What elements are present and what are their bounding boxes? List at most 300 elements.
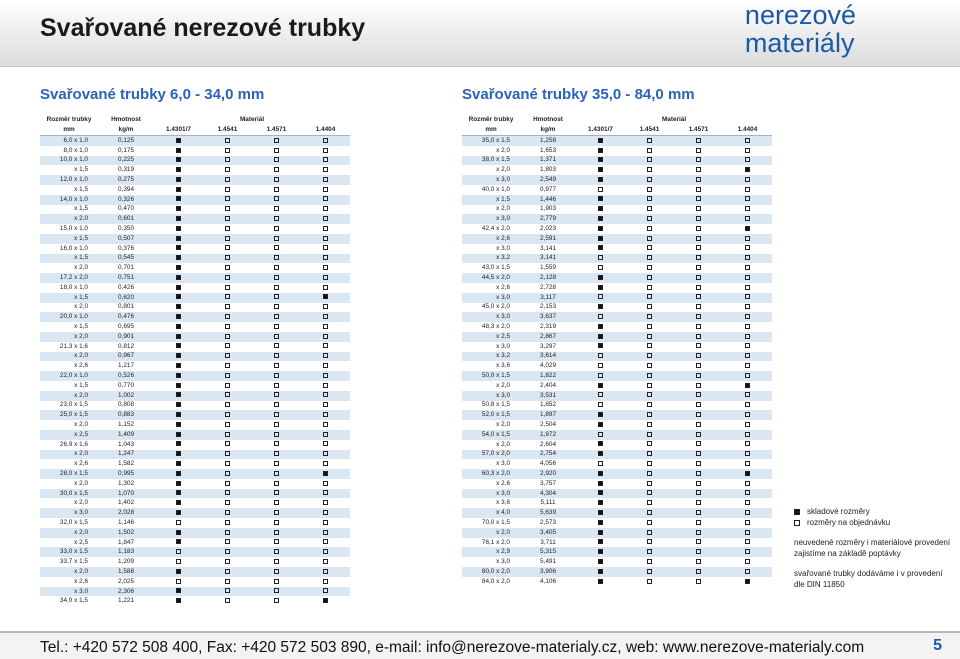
- availability-cell: [674, 273, 723, 283]
- availability-cell: [252, 469, 301, 479]
- tube-size: x 3,2: [462, 352, 520, 362]
- availability-cell: [576, 136, 625, 146]
- tube-weight: 0,977: [520, 185, 576, 195]
- empty-square-icon: [225, 392, 230, 397]
- availability-cell: [576, 557, 625, 567]
- availability-cell: [576, 567, 625, 577]
- table-row: [40, 596, 350, 606]
- tube-size: 54,0 x 1,5: [462, 430, 520, 440]
- tube-size: x 3,0: [462, 312, 520, 322]
- empty-square-icon: [323, 157, 328, 162]
- empty-square-icon: [274, 490, 279, 495]
- availability-cell: [674, 508, 723, 518]
- empty-square-icon: [647, 549, 652, 554]
- tube-size: x 3,0: [462, 175, 520, 185]
- table-row: [40, 303, 350, 313]
- tube-weight: 0,751: [98, 273, 154, 283]
- table-row: [462, 469, 772, 479]
- empty-square-icon: [696, 530, 701, 535]
- table-row: [40, 410, 350, 420]
- tube-weight: 1,258: [520, 136, 576, 146]
- availability-cell: [625, 577, 674, 587]
- availability-cell: [301, 352, 350, 362]
- right-section-heading: Svařované trubky 35,0 - 84,0 mm: [462, 86, 695, 103]
- table-row: [40, 557, 350, 567]
- availability-cell: [576, 214, 625, 224]
- empty-square-icon: [225, 481, 230, 486]
- availability-cell: [576, 312, 625, 322]
- availability-cell: [723, 224, 772, 234]
- tube-size: x 3,6: [462, 498, 520, 508]
- tube-weight: 0,526: [98, 371, 154, 381]
- availability-cell: [576, 430, 625, 440]
- tube-size: 17,2 x 2,0: [40, 273, 98, 283]
- legend-note-2: svařované trubky dodáváme i v provedení dle DIN 11850: [794, 569, 943, 589]
- availability-cell: [154, 547, 203, 557]
- filled-square-icon: [598, 510, 603, 515]
- empty-square-icon: [225, 275, 230, 280]
- empty-square-icon: [323, 206, 328, 211]
- table-row: [462, 440, 772, 450]
- page-header: [0, 0, 960, 67]
- tube-weight: 0,701: [98, 263, 154, 273]
- empty-square-icon: [745, 236, 750, 241]
- empty-square-icon: [745, 461, 750, 466]
- empty-square-icon: [225, 490, 230, 495]
- tube-size: x 1,5: [462, 195, 520, 205]
- tube-weight: 1,559: [520, 263, 576, 273]
- empty-square-icon: [647, 432, 652, 437]
- availability-cell: [301, 283, 350, 293]
- availability-cell: [576, 263, 625, 273]
- availability-cell: [723, 244, 772, 254]
- empty-square-icon: [647, 461, 652, 466]
- empty-square-icon: [225, 226, 230, 231]
- availability-cell: [203, 156, 252, 166]
- availability-cell: [252, 303, 301, 313]
- tube-size: x 2,0: [462, 381, 520, 391]
- availability-cell: [154, 322, 203, 332]
- availability-cell: [723, 381, 772, 391]
- tube-weight: 0,901: [98, 332, 154, 342]
- empty-square-icon: [745, 177, 750, 182]
- tube-weight: 2,591: [520, 234, 576, 244]
- availability-cell: [154, 538, 203, 548]
- empty-square-icon: [696, 510, 701, 515]
- availability-cell: [625, 244, 674, 254]
- tube-weight: 0,601: [98, 214, 154, 224]
- availability-cell: [576, 185, 625, 195]
- availability-cell: [723, 410, 772, 420]
- table-row: [40, 587, 350, 597]
- tube-weight: 1,402: [98, 498, 154, 508]
- empty-square-icon: [598, 314, 603, 319]
- tube-size: x 1,5: [40, 205, 98, 215]
- availability-cell: [301, 195, 350, 205]
- availability-cell: [301, 312, 350, 322]
- tube-weight: 0,507: [98, 234, 154, 244]
- tube-size: 25,0 x 1,5: [40, 410, 98, 420]
- availability-cell: [674, 224, 723, 234]
- empty-square-icon: [323, 353, 328, 358]
- table-row: [40, 293, 350, 303]
- empty-square-icon: [598, 294, 603, 299]
- availability-cell: [252, 557, 301, 567]
- availability-cell: [154, 479, 203, 489]
- tube-size: x 2,0: [462, 205, 520, 215]
- empty-square-icon: [225, 148, 230, 153]
- availability-cell: [154, 557, 203, 567]
- tube-weight: 1,582: [98, 459, 154, 469]
- availability-cell: [674, 391, 723, 401]
- empty-square-icon: [225, 216, 230, 221]
- filled-square-icon: [598, 245, 603, 250]
- availability-cell: [252, 528, 301, 538]
- empty-square-icon: [225, 324, 230, 329]
- tube-weight: 0,470: [98, 205, 154, 215]
- empty-square-icon: [647, 138, 652, 143]
- availability-cell: [674, 165, 723, 175]
- empty-square-icon: [647, 451, 652, 456]
- availability-cell: [625, 185, 674, 195]
- availability-cell: [203, 479, 252, 489]
- availability-cell: [154, 175, 203, 185]
- filled-square-icon: [176, 412, 181, 417]
- empty-square-icon: [696, 500, 701, 505]
- tube-weight: 3,531: [520, 391, 576, 401]
- empty-square-icon: [323, 187, 328, 192]
- tube-weight: 4,106: [520, 577, 576, 587]
- table-row: [40, 224, 350, 234]
- tube-size: x 3,0: [462, 489, 520, 499]
- table-row: [462, 567, 772, 577]
- empty-square-icon: [274, 343, 279, 348]
- table-row: [40, 205, 350, 215]
- availability-cell: [674, 518, 723, 528]
- tube-weight: 4,029: [520, 361, 576, 371]
- availability-cell: [625, 391, 674, 401]
- availability-cell: [252, 440, 301, 450]
- empty-square-icon: [794, 520, 800, 526]
- availability-cell: [723, 430, 772, 440]
- tube-weight: 1,221: [98, 596, 154, 606]
- tube-size: 16,0 x 1,0: [40, 244, 98, 254]
- table-row: [462, 538, 772, 548]
- empty-square-icon: [176, 559, 181, 564]
- tube-size: 23,0 x 1,5: [40, 401, 98, 411]
- empty-square-icon: [696, 255, 701, 260]
- availability-cell: [154, 195, 203, 205]
- table-row: [462, 381, 772, 391]
- availability-cell: [625, 214, 674, 224]
- filled-square-icon: [176, 294, 181, 299]
- availability-cell: [674, 234, 723, 244]
- table-row: [40, 312, 350, 322]
- empty-square-icon: [274, 588, 279, 593]
- availability-cell: [252, 352, 301, 362]
- empty-square-icon: [225, 549, 230, 554]
- filled-square-icon: [598, 334, 603, 339]
- filled-square-icon: [176, 598, 181, 603]
- availability-cell: [154, 577, 203, 587]
- availability-cell: [301, 498, 350, 508]
- table-row: [462, 459, 772, 469]
- tube-weight: 3,711: [520, 538, 576, 548]
- availability-cell: [576, 352, 625, 362]
- footer-contact: Tel.: +420 572 508 400, Fax: +420 572 503 890, e-mail: info@nerezove-materialy.cz, web: www.nerezove-materialy.com: [40, 639, 865, 656]
- empty-square-icon: [225, 530, 230, 535]
- empty-square-icon: [647, 422, 652, 427]
- availability-cell: [301, 557, 350, 567]
- empty-square-icon: [274, 334, 279, 339]
- table-row: [40, 185, 350, 195]
- empty-square-icon: [225, 539, 230, 544]
- availability-cell: [154, 303, 203, 313]
- table-row: [40, 146, 350, 156]
- empty-square-icon: [745, 422, 750, 427]
- empty-square-icon: [225, 441, 230, 446]
- tube-size: x 2,6: [462, 479, 520, 489]
- table-row: [462, 498, 772, 508]
- filled-square-icon: [176, 177, 181, 182]
- availability-cell: [674, 420, 723, 430]
- filled-square-icon: [176, 569, 181, 574]
- tube-size: 45,0 x 2,0: [462, 303, 520, 313]
- empty-square-icon: [274, 275, 279, 280]
- empty-square-icon: [696, 392, 701, 397]
- availability-cell: [154, 312, 203, 322]
- availability-cell: [154, 587, 203, 597]
- filled-square-icon: [176, 392, 181, 397]
- empty-square-icon: [647, 304, 652, 309]
- availability-cell: [154, 459, 203, 469]
- tube-size: x 2,6: [40, 361, 98, 371]
- availability-cell: [576, 538, 625, 548]
- availability-cell: [203, 254, 252, 264]
- tube-weight: 1,822: [520, 371, 576, 381]
- empty-square-icon: [323, 304, 328, 309]
- tube-weight: 4,056: [520, 459, 576, 469]
- empty-square-icon: [274, 598, 279, 603]
- availability-cell: [252, 498, 301, 508]
- availability-cell: [625, 440, 674, 450]
- tube-weight: 1,217: [98, 361, 154, 371]
- tube-size: 84,0 x 2,0: [462, 577, 520, 587]
- empty-square-icon: [647, 559, 652, 564]
- empty-square-icon: [745, 285, 750, 290]
- tube-size: 28,0 x 1,5: [40, 469, 98, 479]
- availability-cell: [576, 401, 625, 411]
- availability-cell: [154, 528, 203, 538]
- availability-cell: [576, 450, 625, 460]
- empty-square-icon: [745, 402, 750, 407]
- header-material-grade: 1.4404: [301, 125, 350, 136]
- table-row: [40, 391, 350, 401]
- availability-cell: [301, 165, 350, 175]
- table-row: [462, 322, 772, 332]
- availability-cell: [674, 450, 723, 460]
- empty-square-icon: [274, 520, 279, 525]
- tube-weight: 0,967: [98, 352, 154, 362]
- table-row: [40, 332, 350, 342]
- availability-cell: [203, 214, 252, 224]
- empty-square-icon: [696, 294, 701, 299]
- availability-cell: [252, 371, 301, 381]
- availability-cell: [723, 185, 772, 195]
- tube-size: x 3,0: [40, 587, 98, 597]
- filled-square-icon: [176, 383, 181, 388]
- availability-cell: [723, 254, 772, 264]
- empty-square-icon: [274, 363, 279, 368]
- empty-square-icon: [647, 383, 652, 388]
- availability-cell: [674, 283, 723, 293]
- availability-cell: [625, 528, 674, 538]
- empty-square-icon: [745, 373, 750, 378]
- header-material-grade: 1.4571: [252, 125, 301, 136]
- availability-cell: [723, 547, 772, 557]
- empty-square-icon: [647, 510, 652, 515]
- availability-cell: [203, 596, 252, 606]
- availability-cell: [625, 430, 674, 440]
- empty-square-icon: [745, 510, 750, 515]
- tube-weight: 2,404: [520, 381, 576, 391]
- empty-square-icon: [696, 245, 701, 250]
- empty-square-icon: [647, 441, 652, 446]
- availability-cell: [203, 547, 252, 557]
- filled-square-icon: [176, 236, 181, 241]
- tube-size: 26,9 x 1,6: [40, 440, 98, 450]
- filled-square-icon: [598, 549, 603, 554]
- filled-square-icon: [598, 157, 603, 162]
- availability-cell: [576, 332, 625, 342]
- empty-square-icon: [696, 177, 701, 182]
- availability-cell: [625, 567, 674, 577]
- empty-square-icon: [225, 343, 230, 348]
- empty-square-icon: [225, 471, 230, 476]
- empty-square-icon: [225, 432, 230, 437]
- availability-cell: [154, 283, 203, 293]
- empty-square-icon: [696, 461, 701, 466]
- tube-size: x 3,0: [40, 508, 98, 518]
- availability-cell: [301, 518, 350, 528]
- availability-cell: [203, 410, 252, 420]
- empty-square-icon: [745, 206, 750, 211]
- availability-cell: [674, 440, 723, 450]
- table-row: [462, 577, 772, 587]
- availability-cell: [625, 165, 674, 175]
- filled-square-icon: [598, 167, 603, 172]
- availability-cell: [723, 205, 772, 215]
- empty-square-icon: [274, 579, 279, 584]
- availability-cell: [576, 195, 625, 205]
- empty-square-icon: [323, 392, 328, 397]
- tube-weight: 0,376: [98, 244, 154, 254]
- empty-square-icon: [274, 549, 279, 554]
- availability-cell: [674, 332, 723, 342]
- availability-cell: [301, 420, 350, 430]
- availability-cell: [252, 136, 301, 146]
- empty-square-icon: [745, 304, 750, 309]
- availability-cell: [576, 547, 625, 557]
- empty-square-icon: [647, 236, 652, 241]
- availability-cell: [203, 244, 252, 254]
- availability-cell: [301, 479, 350, 489]
- empty-square-icon: [647, 471, 652, 476]
- availability-cell: [252, 214, 301, 224]
- availability-cell: [723, 528, 772, 538]
- empty-square-icon: [598, 373, 603, 378]
- filled-square-icon: [176, 334, 181, 339]
- tube-size: 38,0 x 1,5: [462, 156, 520, 166]
- availability-cell: [203, 361, 252, 371]
- availability-cell: [576, 410, 625, 420]
- filled-square-icon: [598, 539, 603, 544]
- empty-square-icon: [225, 334, 230, 339]
- availability-cell: [203, 136, 252, 146]
- table-row: [462, 205, 772, 215]
- availability-cell: [723, 567, 772, 577]
- availability-cell: [625, 410, 674, 420]
- empty-square-icon: [225, 461, 230, 466]
- empty-square-icon: [696, 148, 701, 153]
- table-row: [462, 450, 772, 460]
- availability-cell: [576, 577, 625, 587]
- tube-size: x 2,0: [462, 528, 520, 538]
- availability-cell: [674, 567, 723, 577]
- tube-weight: 2,754: [520, 450, 576, 460]
- empty-square-icon: [696, 206, 701, 211]
- availability-cell: [154, 469, 203, 479]
- empty-square-icon: [696, 324, 701, 329]
- availability-cell: [301, 254, 350, 264]
- empty-square-icon: [323, 481, 328, 486]
- tube-weight: 3,757: [520, 479, 576, 489]
- empty-square-icon: [225, 588, 230, 593]
- availability-cell: [723, 371, 772, 381]
- table-row: [462, 312, 772, 322]
- availability-cell: [301, 587, 350, 597]
- tube-size: x 1,5: [40, 254, 98, 264]
- empty-square-icon: [225, 500, 230, 505]
- tube-size: x 2,9: [462, 547, 520, 557]
- availability-cell: [301, 263, 350, 273]
- availability-cell: [301, 146, 350, 156]
- availability-cell: [301, 440, 350, 450]
- table-row: [462, 146, 772, 156]
- tube-size: x 2,0: [40, 479, 98, 489]
- availability-cell: [203, 401, 252, 411]
- tube-size: x 2,5: [462, 332, 520, 342]
- filled-square-icon: [176, 216, 181, 221]
- filled-square-icon: [598, 500, 603, 505]
- tube-size: 12,0 x 1,0: [40, 175, 98, 185]
- availability-cell: [723, 498, 772, 508]
- availability-cell: [203, 165, 252, 175]
- header-size-unit: mm: [40, 125, 98, 136]
- empty-square-icon: [745, 187, 750, 192]
- empty-square-icon: [696, 275, 701, 280]
- empty-square-icon: [647, 206, 652, 211]
- empty-square-icon: [274, 294, 279, 299]
- filled-square-icon: [598, 216, 603, 221]
- availability-cell: [625, 538, 674, 548]
- availability-cell: [723, 538, 772, 548]
- empty-square-icon: [647, 334, 652, 339]
- empty-square-icon: [323, 559, 328, 564]
- empty-square-icon: [274, 412, 279, 417]
- tube-size: x 2,0: [40, 332, 98, 342]
- availability-cell: [154, 401, 203, 411]
